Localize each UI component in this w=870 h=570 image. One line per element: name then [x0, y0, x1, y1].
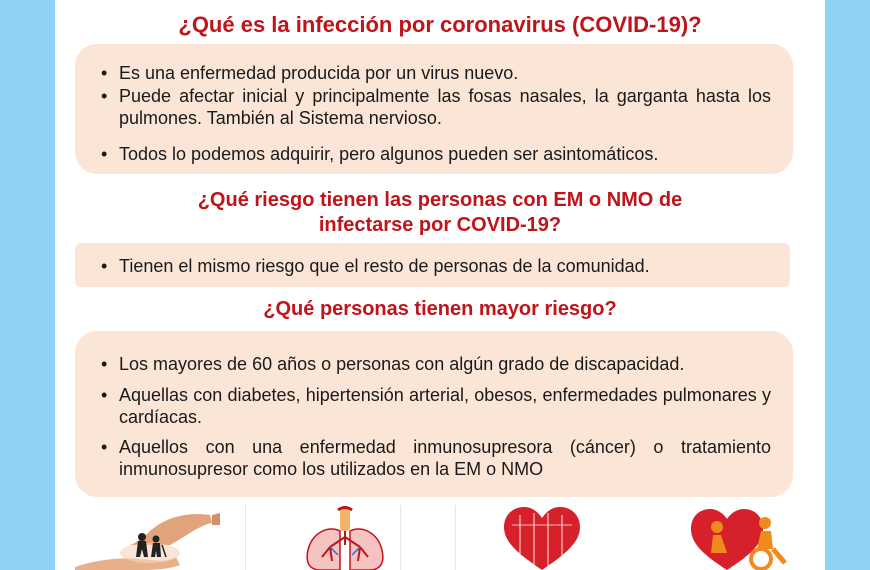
poster-sheet: ¿Qué es la infección por coronavirus (COVID-19)? • Es una enfermedad producida por un virus nuevo. • Puede afectar inicial y principalmente las fosas nasales, la garganta hasta los pulmones. También al Sistema nervioso. • Todos lo podemos adquirir, pero algunos pueden ser asintomáticos. ¿Qué riesgo tienen las personas con EM o NMO de infectarse por COVID-19? • Tienen el mismo riesgo que el resto de personas de la comunidad. ¿Qué personas tienen mayor riesgo? • Los mayores de 60 años o personas con algún grado de discapacidad. • Aquellas con diabetes, hipertensión arterial, obesos, enfermedades pulmonares y cardíacas. • Aquellos con una enfermedad inmunosupresora (cáncer) o tratamiento inmunosupresor como los utilizados en la EM o NMO	[55, 0, 825, 570]
bullet-icon: •	[101, 437, 108, 457]
bullet-icon: •	[101, 86, 108, 106]
heart-risk-factors-icon	[500, 505, 585, 570]
divider	[455, 505, 456, 570]
heart-wheelchair-icon	[687, 505, 797, 570]
heading-higher-risk: ¿Qué personas tienen mayor riesgo?	[263, 298, 617, 320]
lungs-icon	[300, 505, 390, 570]
bullet-icon: •	[101, 144, 108, 164]
divider	[245, 505, 246, 570]
bullet-icon: •	[101, 63, 108, 83]
bullet-icon: •	[101, 256, 108, 276]
hands-elderly-icon	[70, 505, 220, 570]
divider	[400, 505, 401, 570]
bullet-icon: •	[101, 385, 108, 405]
bullet-icon: •	[101, 354, 108, 374]
heading-what-is-covid: ¿Qué es la infección por coronavirus (COVID-19)?	[178, 12, 702, 37]
heading-risk-em-nmo: ¿Qué riesgo tienen las personas con EM o NMO de infectarse por COVID-19?	[197, 189, 683, 236]
